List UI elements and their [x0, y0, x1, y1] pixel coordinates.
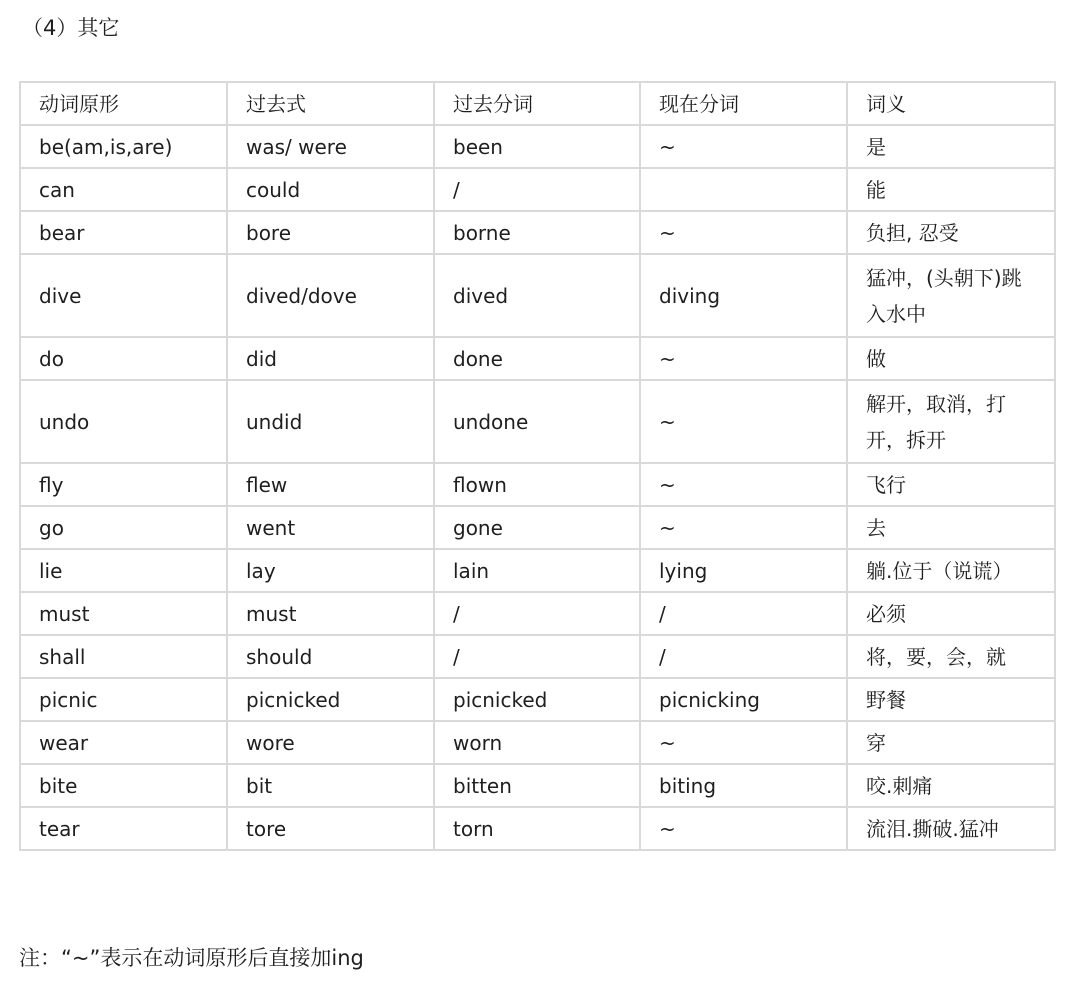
cell-present-participle: biting [640, 764, 847, 807]
table-row [20, 211, 1055, 254]
table-row [20, 721, 1055, 764]
cell-base-form: undo [20, 380, 227, 463]
cell-base-form: tear [20, 807, 227, 850]
cell-present-participle: ~ [640, 807, 847, 850]
header-meaning: 词义 [847, 82, 1055, 125]
cell-base-form: fly [20, 463, 227, 506]
cell-present-participle: / [640, 635, 847, 678]
header-past-tense: 过去式 [227, 82, 434, 125]
cell-past-participle: undone [434, 380, 640, 463]
cell-past-participle: torn [434, 807, 640, 850]
cell-meaning: 是 [847, 125, 1055, 168]
cell-past-participle: lain [434, 549, 640, 592]
cell-meaning: 野餐 [847, 678, 1055, 721]
cell-base-form: be(am,is,are) [20, 125, 227, 168]
cell-past-participle: flown [434, 463, 640, 506]
table-row [20, 506, 1055, 549]
header-past-participle: 过去分词 [434, 82, 640, 125]
cell-present-participle: ~ [640, 211, 847, 254]
cell-present-participle: picnicking [640, 678, 847, 721]
cell-past-tense: did [227, 337, 434, 380]
cell-past-participle: picnicked [434, 678, 640, 721]
table-row [20, 635, 1055, 678]
cell-past-tense: picnicked [227, 678, 434, 721]
cell-base-form: lie [20, 549, 227, 592]
cell-meaning: 做 [847, 337, 1055, 380]
section-title: （4）其它 [22, 16, 120, 40]
cell-past-tense: bore [227, 211, 434, 254]
table-row [20, 254, 1055, 337]
table-row [20, 463, 1055, 506]
cell-base-form: can [20, 168, 227, 211]
cell-past-tense: wore [227, 721, 434, 764]
cell-base-form: wear [20, 721, 227, 764]
table-row [20, 807, 1055, 850]
cell-meaning: 去 [847, 506, 1055, 549]
cell-past-participle: bitten [434, 764, 640, 807]
cell-base-form: bear [20, 211, 227, 254]
cell-present-participle: ~ [640, 721, 847, 764]
cell-meaning: 能 [847, 168, 1055, 211]
cell-past-participle: worn [434, 721, 640, 764]
header-present-participle: 现在分词 [640, 82, 847, 125]
cell-present-participle: ~ [640, 506, 847, 549]
cell-present-participle: / [640, 592, 847, 635]
cell-present-participle [640, 168, 847, 211]
cell-meaning: 咬.刺痛 [847, 764, 1055, 807]
table-row [20, 125, 1055, 168]
cell-past-participle: / [434, 592, 640, 635]
cell-past-participle: gone [434, 506, 640, 549]
table-row [20, 592, 1055, 635]
cell-meaning: 将，要，会，就 [847, 635, 1055, 678]
footnote: 注：“~”表示在动词原形后直接加ing [19, 946, 364, 970]
cell-present-participle: ~ [640, 125, 847, 168]
table-row [20, 168, 1055, 211]
cell-meaning: 流泪.撕破.猛冲 [847, 807, 1055, 850]
cell-past-tense: lay [227, 549, 434, 592]
irregular-verb-table [19, 81, 1056, 851]
cell-past-participle: / [434, 635, 640, 678]
cell-meaning: 负担, 忍受 [847, 211, 1055, 254]
cell-present-participle: ~ [640, 463, 847, 506]
cell-past-participle: borne [434, 211, 640, 254]
table-row [20, 764, 1055, 807]
cell-base-form: do [20, 337, 227, 380]
cell-base-form: bite [20, 764, 227, 807]
cell-past-tense: dived/dove [227, 254, 434, 337]
table-row [20, 549, 1055, 592]
cell-present-participle: ~ [640, 380, 847, 463]
header-base-form: 动词原形 [20, 82, 227, 125]
cell-meaning: 穿 [847, 721, 1055, 764]
table-row [20, 380, 1055, 463]
cell-present-participle: ~ [640, 337, 847, 380]
cell-meaning: 猛冲，(头朝下)跳入水中 [847, 254, 1055, 337]
cell-present-participle: diving [640, 254, 847, 337]
cell-past-tense: should [227, 635, 434, 678]
cell-meaning: 躺.位于（说谎） [847, 549, 1055, 592]
cell-past-tense: was/ were [227, 125, 434, 168]
cell-past-tense: bit [227, 764, 434, 807]
cell-past-tense: must [227, 592, 434, 635]
cell-meaning: 必须 [847, 592, 1055, 635]
cell-present-participle: lying [640, 549, 847, 592]
cell-base-form: go [20, 506, 227, 549]
cell-past-participle: been [434, 125, 640, 168]
cell-past-tense: flew [227, 463, 434, 506]
cell-base-form: picnic [20, 678, 227, 721]
cell-base-form: shall [20, 635, 227, 678]
cell-past-participle: dived [434, 254, 640, 337]
table-row [20, 337, 1055, 380]
cell-past-tense: could [227, 168, 434, 211]
cell-past-participle: / [434, 168, 640, 211]
cell-base-form: dive [20, 254, 227, 337]
cell-meaning: 飞行 [847, 463, 1055, 506]
cell-past-participle: done [434, 337, 640, 380]
cell-past-tense: tore [227, 807, 434, 850]
cell-past-tense: went [227, 506, 434, 549]
table-header-row [20, 82, 1055, 125]
cell-past-tense: undid [227, 380, 434, 463]
cell-meaning: 解开，取消，打开，拆开 [847, 380, 1055, 463]
table-row [20, 678, 1055, 721]
cell-base-form: must [20, 592, 227, 635]
